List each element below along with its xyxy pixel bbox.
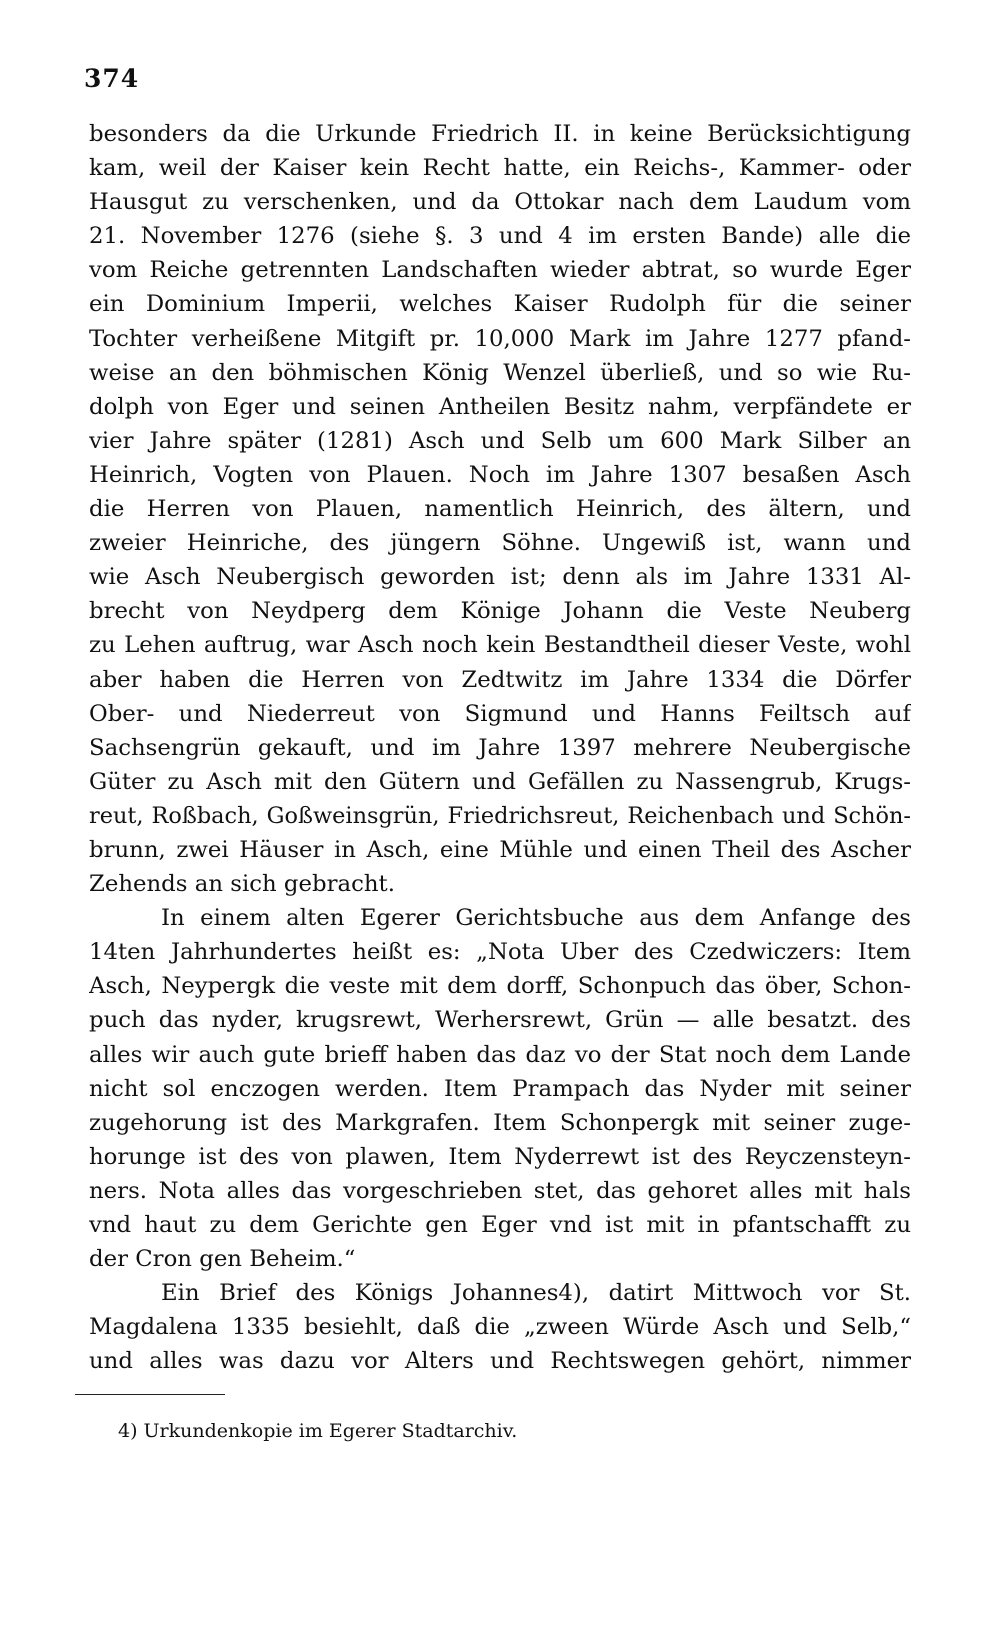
text-line: zugehorung ist des Markgrafen. Item Schonpergk mit seiner zuge-: [89, 1109, 911, 1136]
text-line: Sachsengrün gekauft, und im Jahre 1397 mehrere Neubergische: [89, 734, 911, 761]
text-line: vier Jahre später (1281) Asch und Selb um 600 Mark Silber an: [89, 427, 911, 454]
text-line: Zehends an sich gebracht.: [89, 871, 395, 898]
footnote: 4) Urkundenkopie im Egerer Stadtarchiv.: [118, 1420, 518, 1442]
text-line: 14ten Jahrhundertes heißt es: „Nota Uber des Czedwiczers: Item: [89, 939, 911, 966]
text-line: Tochter verheißene Mitgift pr. 10,000 Mark im Jahre 1277 pfand-: [89, 325, 911, 352]
text-line: Ober- und Niederreut von Sigmund und Hanns Feiltsch auf: [89, 700, 911, 727]
text-line: puch das nyder, krugsrewt, Werhersrewt, Grün — alle besatzt. des: [89, 1007, 911, 1034]
text-line: horunge ist des von plawen, Item Nyderrewt ist des Reyczensteyn-: [89, 1143, 911, 1170]
text-line: kam, weil der Kaiser kein Recht hatte, ein Reichs-, Kammer- oder: [89, 155, 911, 182]
text-line: brunn, zwei Häuser in Asch, eine Mühle und einen Theil des Ascher: [89, 836, 911, 863]
text-line: aber haben die Herren von Zedtwitz im Jahre 1334 die Dörfer: [89, 666, 911, 693]
text-line: Ein Brief des Königs Johannes4), datirt Mittwoch vor St.: [161, 1280, 911, 1307]
body-text: [89, 117, 911, 1378]
text-line: ein Dominium Imperii, welches Kaiser Rudolph für die seiner: [89, 291, 911, 318]
text-line: Güter zu Asch mit den Gütern und Gefällen zu Nassengrub, Krugs-: [89, 768, 911, 795]
text-line: die Herren von Plauen, namentlich Heinrich, des ältern, und: [89, 496, 911, 523]
text-line: Asch, Neypergk die veste mit dem dorff, Schonpuch das öber, Schon-: [89, 973, 911, 1000]
text-line: Magdalena 1335 besiehlt, daß die „zween Würde Asch und Selb,“: [89, 1314, 911, 1341]
text-line: In einem alten Egerer Gerichtsbuche aus dem Anfange des: [161, 905, 911, 932]
text-line: brecht von Neydperg dem Könige Johann die Veste Neuberg: [89, 598, 911, 625]
text-line: ners. Nota alles das vorgeschrieben stet, das gehoret alles mit hals: [89, 1177, 911, 1204]
text-line: Hausgut zu verschenken, und da Ottokar nach dem Laudum vom: [89, 189, 911, 216]
text-line: alles wir auch gute brieff haben das daz vo der Stat noch dem Lande: [89, 1041, 911, 1068]
text-line: zu Lehen auftrug, war Asch noch kein Bestandtheil dieser Veste, wohl: [89, 632, 911, 659]
text-line: zweier Heinriche, des jüngern Söhne. Ungewiß ist, wann und: [89, 530, 911, 557]
text-line: dolph von Eger und seinen Antheilen Besitz nahm, verpfändete er: [89, 393, 911, 420]
text-line: besonders da die Urkunde Friedrich II. in keine Berücksichtigung: [89, 121, 911, 147]
text-line: der Cron gen Beheim.“: [89, 1246, 356, 1273]
text-line: vnd haut zu dem Gerichte gen Eger vnd ist mit in pfantschafft zu: [89, 1212, 911, 1238]
page-number: 374: [84, 64, 140, 93]
text-line: wie Asch Neubergisch geworden ist; denn als im Jahre 1331 Al-: [89, 564, 911, 591]
text-line: nicht sol enczogen werden. Item Prampach das Nyder mit seiner: [89, 1075, 911, 1102]
footnote-divider: [75, 1394, 225, 1395]
text-line: vom Reiche getrennten Landschaften wieder abtrat, so wurde Eger: [89, 257, 911, 284]
text-line: reut, Roßbach, Goßweinsgrün, Friedrichsreut, Reichenbach und Schön-: [89, 802, 911, 829]
text-line: weise an den böhmischen König Wenzel überließ, und so wie Ru-: [89, 359, 911, 386]
text-line: und alles was dazu vor Alters und Rechtswegen gehört, nimmer: [89, 1348, 911, 1375]
text-line: 21. November 1276 (siehe §. 3 und 4 im ersten Bande) alle die: [89, 223, 911, 250]
text-line: Heinrich, Vogten von Plauen. Noch im Jahre 1307 besaßen Asch: [89, 461, 911, 488]
